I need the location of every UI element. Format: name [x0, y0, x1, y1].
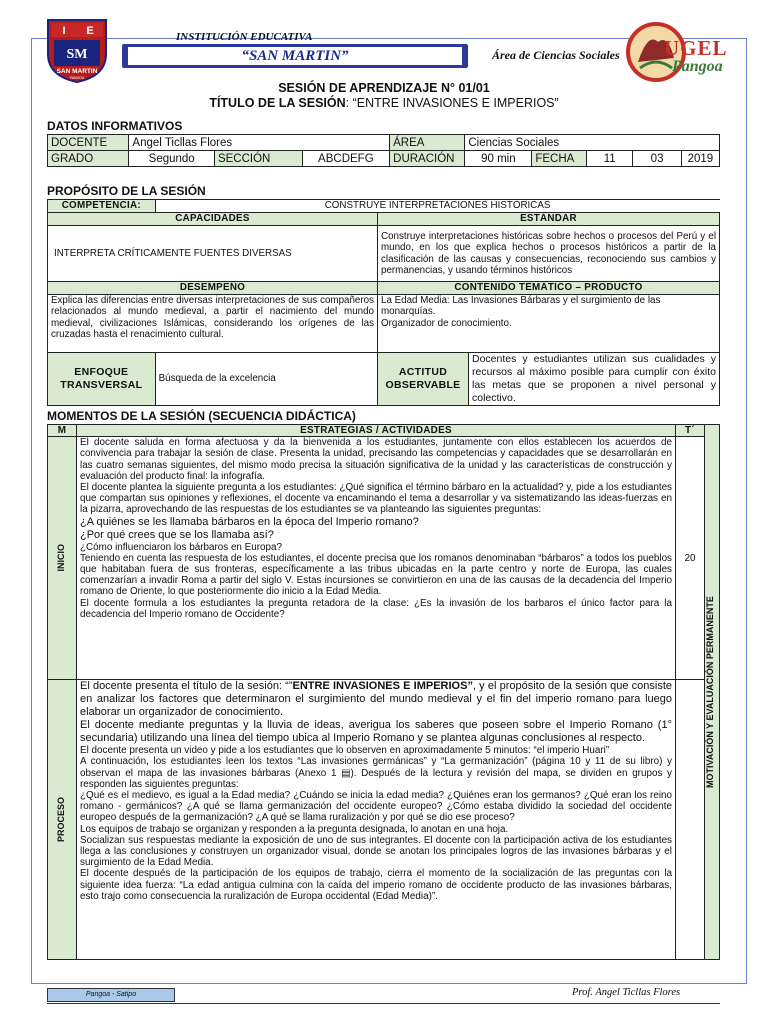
fecha-day: 11 [586, 151, 632, 167]
proceso-label: PROCESO [56, 797, 67, 843]
momentos-heading: MOMENTOS DE LA SESIÓN (SECUENCIA DIDÁCTICA) [47, 409, 356, 423]
inicio-question: ¿A quiénes se les llamaba bárbaros en la época del Imperio romano? [80, 515, 419, 528]
area-field-label: ÁREA [390, 135, 465, 151]
inicio-question: ¿Cómo influenciaron los bárbaros en Europa? [80, 541, 283, 553]
desempeno-label: DESEMPEÑO [48, 282, 378, 295]
inicio-time: 20 [676, 437, 705, 680]
session-number: SESIÓN DE APRENDIZAJE N° 01/01 [278, 81, 490, 95]
proceso-text: , y el propósito de la sesión que consiste en analizar los factores que determinaron el surgimiento del mundo medieval y el fin del imperio romano para luego elaborar un organizador de conocimiento. [80, 680, 672, 719]
session-title [0, 96, 768, 110]
side-column [705, 425, 720, 960]
proceso-paragraph: El docente presenta un video y pide a los estudiantes que lo observen en aproximadamente 5 minutos: “el imperio Huari” [80, 745, 610, 757]
docente-label: DOCENTE [48, 135, 129, 151]
inicio-cell [48, 437, 77, 680]
contenido-item: La Edad Media: Las Invasiones Bárbaras y el surgimiento de las monarquías. [381, 295, 661, 318]
ugel-logo-text: UGEL [664, 36, 728, 60]
estandar-label: ESTÁNDAR [378, 213, 720, 226]
fecha-year: 2019 [681, 151, 719, 167]
contenido-item: Organizador de conocimiento. [381, 317, 512, 329]
inicio-paragraph: Teniendo en cuenta las respuesta de los estudiantes, el docente precisa que los romanos denominaban “bárbaros” a todos los pueblos que habitaban fuera de sus fronteras, específicamente a las tribus ubicadas en la parte centro y norte de Europa, las cuales comenzarían a invadir Roma a partir del siglo V. Estas incursiones se convirtieron en una de las causas de la decadencia del Imperio romano de Oriente, lo que posteriormente dio inicio a la Edad Media. [80, 552, 672, 598]
estandar-value: Construye interpretaciones históricas sobre hechos o procesos del Perú y el mundo, en los que explica hechos o procesos históricos a partir de la clasificación de las causas y consecuencias, reconociendo sus cambios y permanencias, y usando términos históricos [378, 226, 720, 282]
fecha-label: FECHA [532, 151, 587, 167]
seccion-value: ABCDEFG [302, 151, 390, 167]
grado-label: GRADO [48, 151, 129, 167]
enfoque-value: Búsqueda de la excelencia [155, 353, 377, 406]
school-shield-logo [44, 18, 110, 84]
fecha-month: 03 [633, 151, 681, 167]
momentos-table [47, 424, 720, 960]
datos-table [47, 134, 720, 167]
footer-divider [47, 1003, 720, 1004]
session-title-value: : “ENTRE INVASIONES E IMPERIOS” [345, 96, 559, 110]
seccion-label: SECCIÓN [214, 151, 302, 167]
footer-author: Prof. Angel Ticllas Flores [572, 987, 681, 998]
duracion-label: DURACIÓN [390, 151, 465, 167]
institution-label: INSTITUCIÓN EDUCATIVA [176, 31, 313, 43]
proceso-paragraph [80, 680, 672, 719]
header [0, 0, 768, 80]
shield-letter-i: I [62, 25, 66, 37]
institution-banner [122, 44, 468, 68]
actitud-value: Docentes y estudiantes utilizan sus cualidades y recursos al máximo posible para cumplir con éxito las metas que se proponen a nivel personal y colectivo. [469, 353, 720, 406]
col-m-header: M [48, 425, 77, 437]
proceso-paragraph: Socializan sus respuestas mediante la exposición de uno de sus integrantes. El docente con la participación activa de los estudiantes llega a las conclusiones y construyen un organizador visual, donde se anotan los principales logros de las invasiones bárbaras y el surgimiento de la Edad Media. [80, 834, 672, 869]
institution-name: “SAN MARTIN” [128, 47, 462, 65]
desempeno-value: Explica las diferencias entre diversas interpretaciones de sus compañeros relacionados al mundo medieval, a partir el nacimiento del mundo medieval, civilizaciones Islámicas, considerando los orígenes de las cruzadas hasta el renacimiento cultural. [48, 295, 378, 353]
datos-heading: DATOS INFORMATIVOS [47, 119, 183, 133]
proceso-paragraph: A continuación, los estudiantes leen los textos “Las invasiones germánicas” y “La germanización” (página 10 y 11 de su libro) y observan el mapa de las invasiones bárbaras (Anexo 1 ▤). Después de la lectura y revisión del mapa, se dividen en grupos y responden las siguientes preguntas: [80, 756, 672, 790]
proposito-heading: PROPÓSITO DE LA SESIÓN [47, 184, 206, 198]
docente-value: Angel Ticllas Flores [129, 135, 390, 151]
proceso-paragraph: El docente mediante preguntas y la lluvia de ideas, averigua los saberes que poseen sobre el Imperio Romano (1° secundaria) utilizando una línea del tiempo ubica al Imperio Romano y se plantea algunas conclusiones al respecto. [80, 719, 672, 745]
inicio-paragraph: El docente formula a los estudiantes la pregunta retadora de la clase: ¿Es la invasión de los barbaros el único factor para la decadencia del Imperio romano de Occidente? [80, 597, 672, 620]
inicio-content [77, 437, 676, 680]
grado-value: Segundo [129, 151, 215, 167]
competencia-value: CONSTRUYE INTERPRETACIONES HISTÓRICAS [155, 200, 719, 213]
capacidad-value: INTERPRETA CRÍTICAMENTE FUENTES DIVERSAS [48, 226, 378, 282]
footer-location: Pangoa - Satipo [47, 988, 175, 1002]
inicio-question: ¿Por qué crees que se los llamaba así? [80, 528, 274, 541]
session-title-prefix: TÍTULO DE LA SESIÓN [209, 96, 346, 110]
shield-name: SAN MARTIN [56, 68, 98, 75]
inicio-paragraph: El docente saluda en forma afectuosa y da la bienvenida a los estudiantes, juntamente con ellos establecen los acuerdos de convivencia para trabajar la sesión de clase. Presenta la unidad, precisando las competencias y capacidades que se desarrollarán en las cuatro semanas siguientes, del mismo modo precisa la situación significativa de la unidad y las características de construcción y evaluación del producto final: la infografía. [80, 437, 672, 482]
proposito-table [47, 199, 720, 406]
proceso-cell [48, 680, 77, 960]
shield-monogram: SM [66, 47, 88, 62]
area-label: Área de Ciencias Sociales [492, 48, 620, 62]
col-t-header: T´ [676, 425, 705, 437]
proceso-time [676, 680, 705, 960]
capacidades-label: CAPACIDADES [48, 213, 378, 226]
proceso-text: El docente presenta el título de la sesión: “” [80, 680, 293, 693]
col-estrategias-header: ESTRATEGIAS / ACTIVIDADES [77, 425, 676, 437]
proceso-paragraph: El docente después de la participación de los equipos de trabajo, cierra el momento de la socialización de las preguntas con la siguiente idea fuerza: “La edad antigua culmina con la caída del imperio romano de occidente producto de las invasiones bárbaras, esto trajo como consecuencia la ruralización de Europa occidental (Edad Media)”. [80, 868, 672, 902]
shield-letter-e: E [86, 25, 94, 37]
side-label: MOTIVACIÓN Y EVALUACIÓN PERMANENTE [705, 596, 715, 789]
competencia-label: COMPETENCIA: [48, 200, 156, 213]
duracion-value: 90 min [465, 151, 532, 167]
proceso-paragraph: Los equipos de trabajo se organizan y responden a la pregunta designada, lo anotan en una hoja. [80, 823, 509, 835]
contenido-value [378, 295, 720, 353]
inicio-label: INICIO [56, 544, 67, 572]
actitud-label: ACTITUD OBSERVABLE [378, 353, 469, 406]
shield-sub: PANGOA [69, 76, 85, 80]
enfoque-label: ENFOQUE TRANSVERSAL [48, 353, 156, 406]
proceso-paragraph: ¿Qué es el medievo, es igual a la Edad media? ¿Cuándo se inicia la edad media? ¿Quiénes eran los germanos? ¿Qué eran los reino romano - germánicos? ¿A qué se llama germanización del occidente europeo? ¿Cómo estaba dividido la sociedad del occidente europeo después de la germanización? ¿A qué se llama ruralización y por qué se dio ese proceso? [80, 790, 672, 824]
inicio-paragraph: El docente plantea la siguiente pregunta a los estudiantes: ¿Qué significa el término bárbaro en la actualidad? y, pide a los estudiantes que compartan sus opiniones y reflexiones, el docente va encaminando el tema a desarrollar y va sistematizando las ideas-fuerzas en la pizarra, aprovechando de las respuestas de los estudiantes se va planteando las siguientes preguntas: [80, 482, 672, 516]
contenido-label: CONTENIDO TEMÁTICO – PRODUCTO [378, 282, 720, 295]
area-value: Ciencias Sociales [465, 135, 720, 151]
proceso-content [77, 680, 676, 960]
ugel-logo-sub: Pangoa [672, 58, 723, 75]
proceso-title: ENTRE INVASIONES E IMPERIOS” [292, 680, 473, 693]
